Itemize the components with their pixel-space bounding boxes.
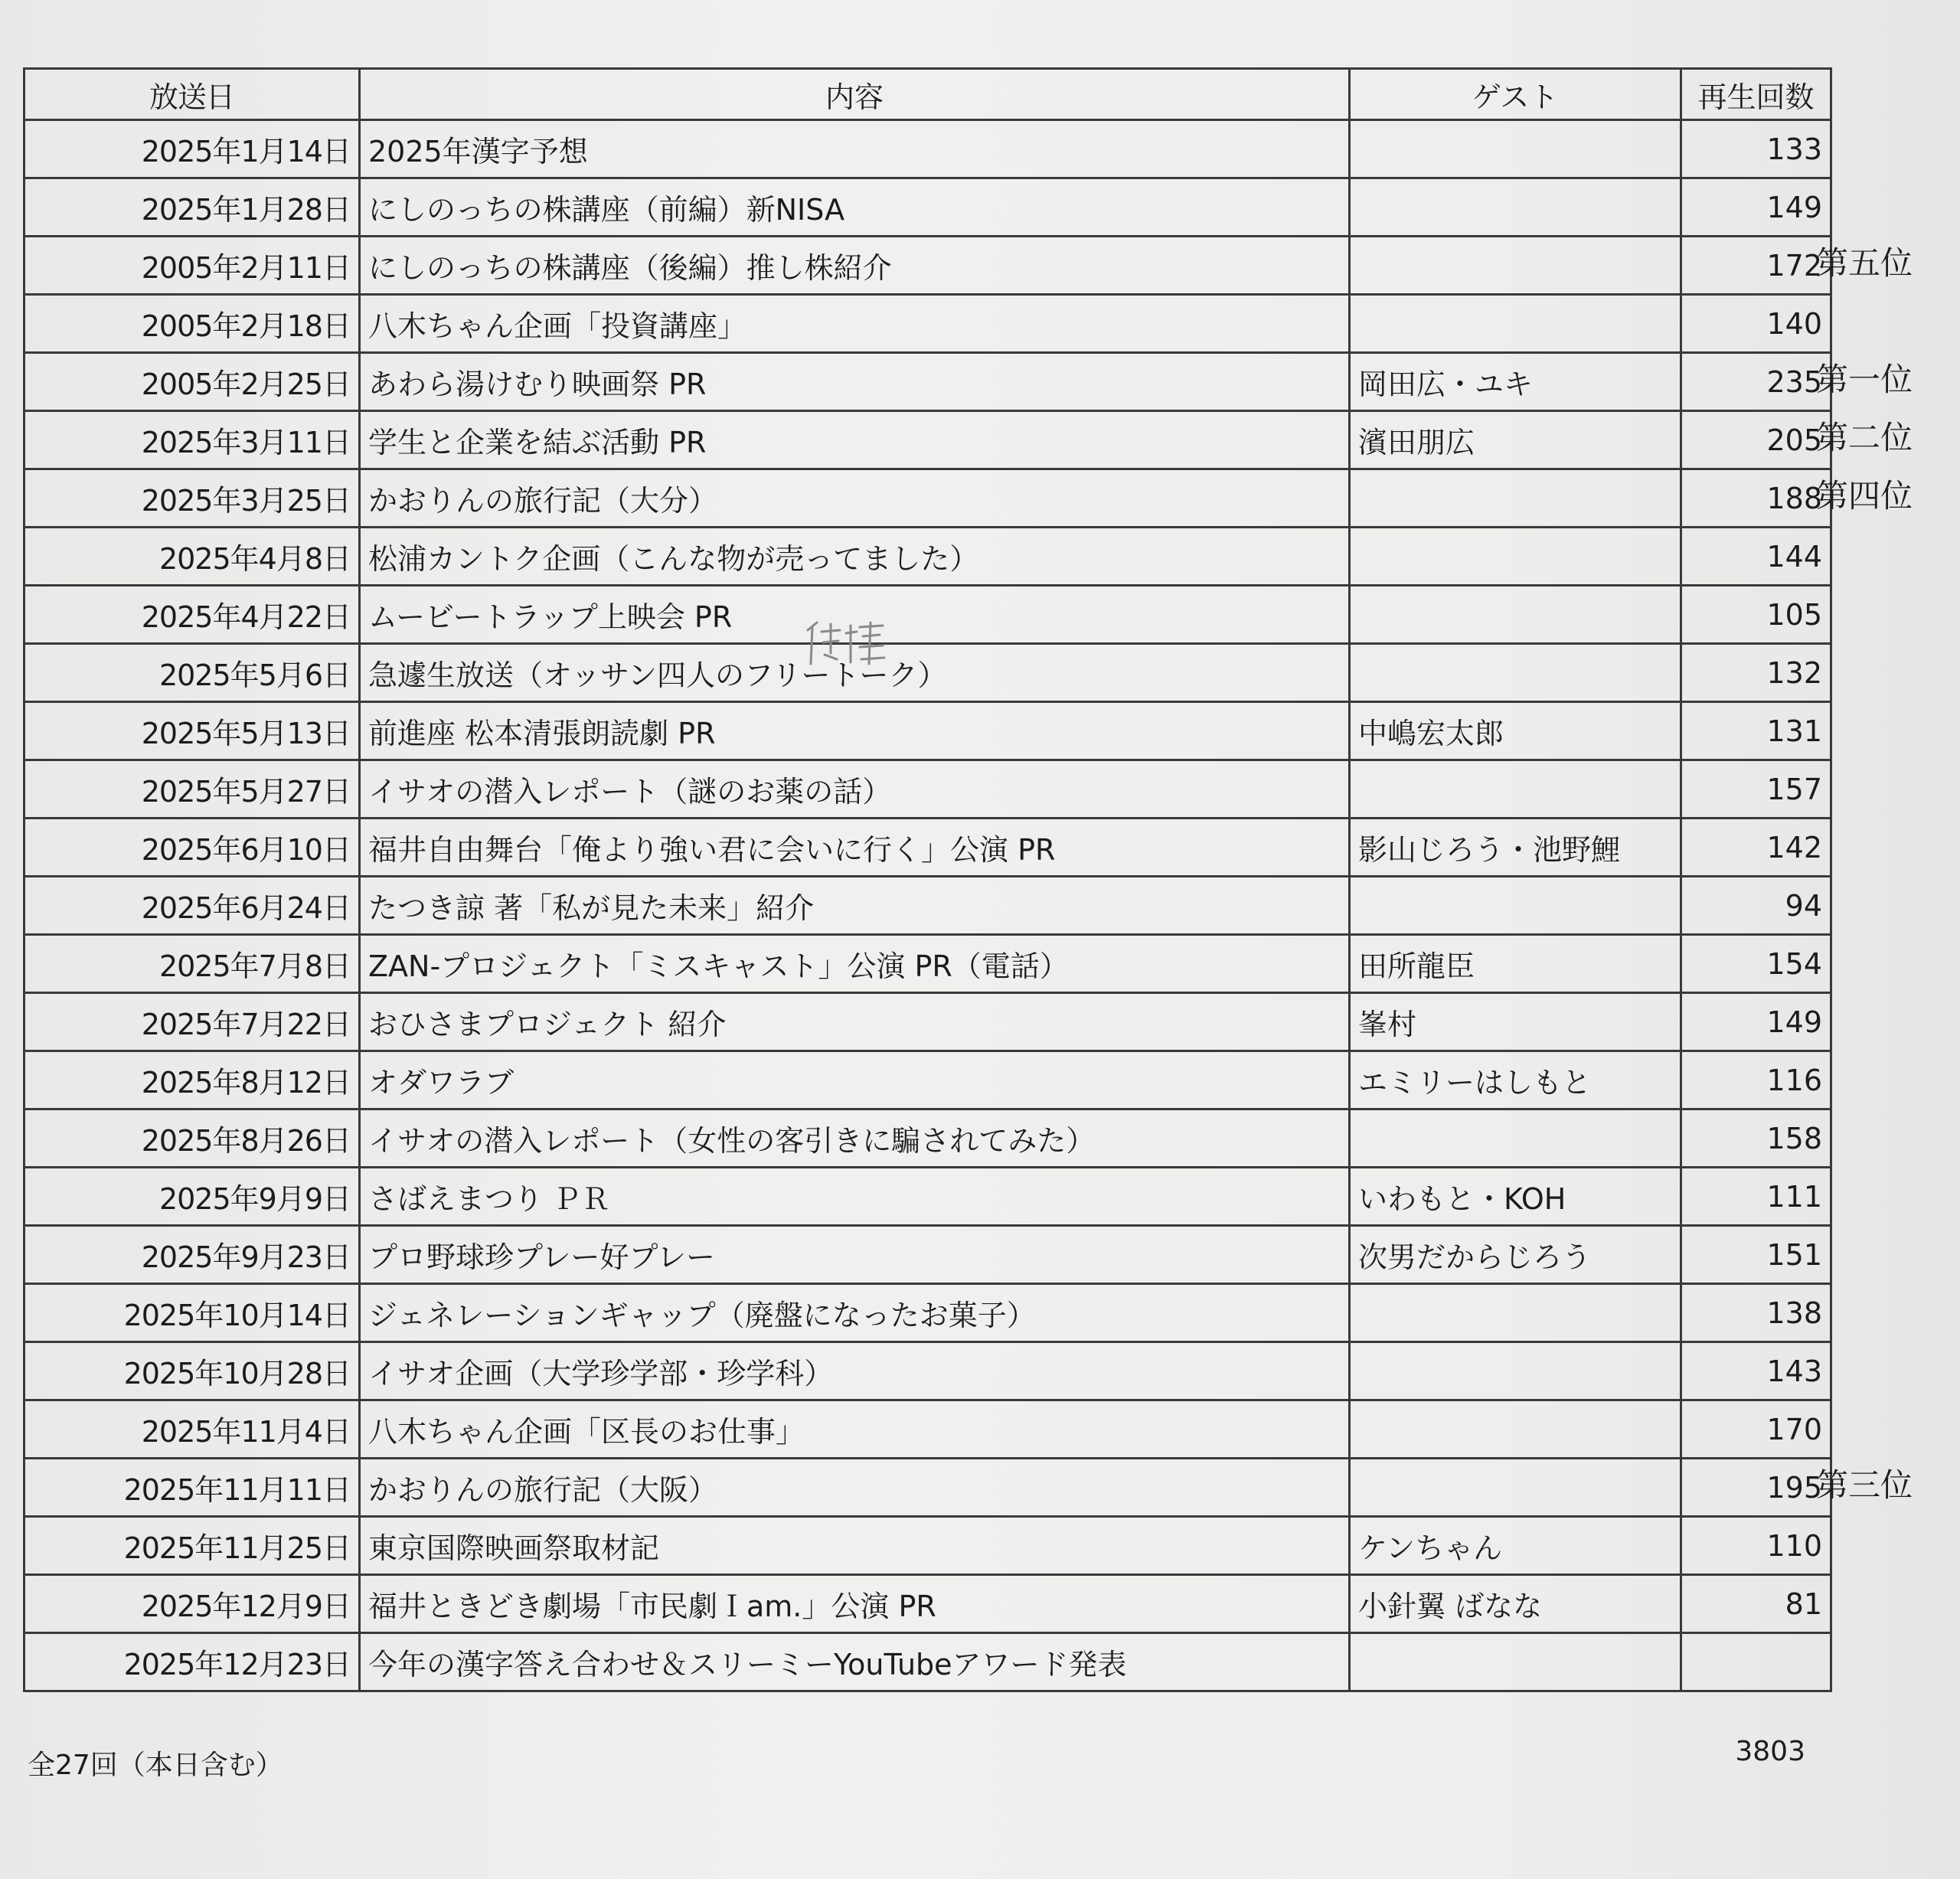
ranking-label: 第二位 [1816, 419, 1913, 456]
cell-plays: 143 [1681, 1342, 1831, 1400]
cell-content: かおりんの旅行記（大阪） [360, 1459, 1350, 1517]
table-row [24, 993, 1831, 1051]
cell-guest: 小針翼 ばなな [1350, 1575, 1681, 1633]
cell-plays: 138 [1681, 1284, 1831, 1342]
cell-guest [1350, 1459, 1681, 1517]
cell-content: 福井自由舞台「俺より強い君に会いに行く」公演 PR [360, 819, 1350, 877]
cell-guest [1350, 877, 1681, 935]
cell-plays: 142 [1681, 819, 1831, 877]
total-plays: 3803 [1735, 1736, 1805, 1767]
cell-content: 急遽生放送（オッサン四人のフリートーク） [360, 644, 1350, 702]
cell-plays: 133 [1681, 120, 1831, 178]
cell-guest [1350, 644, 1681, 702]
cell-content: イサオの潜入レポート（女性の客引きに騙されてみた） [360, 1109, 1350, 1168]
ranking-label: 第一位 [1816, 361, 1913, 398]
cell-date: 2025年12月23日 [24, 1633, 360, 1691]
cell-content: 学生と企業を結ぶ活動 PR [360, 411, 1350, 469]
table-row [24, 1633, 1831, 1691]
table-row [24, 178, 1831, 237]
episode-count: 全27回（本日含む） [28, 1750, 283, 1781]
cell-content: あわら湯けむり映画祭 PR [360, 353, 1350, 411]
table-row [24, 1575, 1831, 1633]
cell-guest [1350, 469, 1681, 528]
table-row [24, 1459, 1831, 1517]
cell-content: オダワラブ [360, 1051, 1350, 1109]
cell-date: 2005年2月18日 [24, 295, 360, 353]
cell-date: 2025年7月8日 [24, 935, 360, 993]
cell-date: 2025年5月6日 [24, 644, 360, 702]
cell-date: 2025年5月27日 [24, 760, 360, 819]
cell-guest [1350, 237, 1681, 295]
cell-plays: 172 [1681, 237, 1831, 295]
cell-content: イサオの潜入レポート（謎のお薬の話） [360, 760, 1350, 819]
cell-plays: 131 [1681, 702, 1831, 760]
cell-content: 松浦カントク企画（こんな物が売ってました） [360, 528, 1350, 586]
cell-plays: 132 [1681, 644, 1831, 702]
table-row [24, 528, 1831, 586]
cell-date: 2025年9月9日 [24, 1168, 360, 1226]
table-row [24, 411, 1831, 469]
cell-date: 2025年5月13日 [24, 702, 360, 760]
cell-content: にしのっちの株講座（前編）新NISA [360, 178, 1350, 237]
cell-guest [1350, 528, 1681, 586]
cell-date: 2025年6月24日 [24, 877, 360, 935]
cell-content: 福井ときどき劇場「市民劇Ｉam.」公演 PR [360, 1575, 1350, 1633]
cell-guest [1350, 1342, 1681, 1400]
table-row [24, 819, 1831, 877]
cell-date: 2025年10月14日 [24, 1284, 360, 1342]
cell-content: 東京国際映画祭取材記 [360, 1517, 1350, 1575]
cell-guest [1350, 760, 1681, 819]
cell-date: 2025年3月25日 [24, 469, 360, 528]
table-row [24, 644, 1831, 702]
cell-date: 2005年2月25日 [24, 353, 360, 411]
cell-plays: 235 [1681, 353, 1831, 411]
cell-date: 2025年11月25日 [24, 1517, 360, 1575]
cell-guest [1350, 1400, 1681, 1459]
table-row [24, 877, 1831, 935]
broadcast-log-table [23, 67, 1832, 1692]
ranking-label: 第四位 [1816, 477, 1913, 515]
cell-date: 2025年8月26日 [24, 1109, 360, 1168]
cell-guest [1350, 295, 1681, 353]
cell-plays: 94 [1681, 877, 1831, 935]
cell-content: たつき諒 著「私が見た未来」紹介 [360, 877, 1350, 935]
ranking-label: 第三位 [1816, 1466, 1913, 1504]
cell-guest: 濱田朋広 [1350, 411, 1681, 469]
cell-content: ジェネレーションギャップ（廃盤になったお菓子） [360, 1284, 1350, 1342]
cell-guest [1350, 1633, 1681, 1691]
cell-date: 2025年4月22日 [24, 586, 360, 644]
cell-date: 2005年2月11日 [24, 237, 360, 295]
cell-date: 2025年7月22日 [24, 993, 360, 1051]
cell-plays: 81 [1681, 1575, 1831, 1633]
cell-date: 2025年1月28日 [24, 178, 360, 237]
cell-guest: 中嶋宏太郎 [1350, 702, 1681, 760]
cell-plays: 158 [1681, 1109, 1831, 1168]
table-row [24, 702, 1831, 760]
table-row [24, 1168, 1831, 1226]
cell-content: プロ野球珍プレー好プレー [360, 1226, 1350, 1284]
cell-plays [1681, 1633, 1831, 1691]
cell-content: 今年の漢字答え合わせ＆スリーミーYouTubeアワード発表 [360, 1633, 1350, 1691]
cell-date: 2025年1月14日 [24, 120, 360, 178]
cell-content: かおりんの旅行記（大分） [360, 469, 1350, 528]
cell-plays: 144 [1681, 528, 1831, 586]
header-plays: 再生回数 [1681, 69, 1831, 120]
ranking-label: 第五位 [1816, 244, 1913, 282]
cell-date: 2025年11月11日 [24, 1459, 360, 1517]
cell-date: 2025年3月11日 [24, 411, 360, 469]
cell-content: おひさまプロジェクト 紹介 [360, 993, 1350, 1051]
table-row [24, 1226, 1831, 1284]
cell-guest: ケンちゃん [1350, 1517, 1681, 1575]
header-date: 放送日 [24, 69, 360, 120]
table-row [24, 935, 1831, 993]
cell-guest [1350, 586, 1681, 644]
table-row [24, 1400, 1831, 1459]
table-row [24, 760, 1831, 819]
cell-guest [1350, 1284, 1681, 1342]
table-row [24, 1517, 1831, 1575]
cell-date: 2025年4月8日 [24, 528, 360, 586]
cell-plays: 205 [1681, 411, 1831, 469]
cell-plays: 170 [1681, 1400, 1831, 1459]
cell-guest: 峯村 [1350, 993, 1681, 1051]
cell-guest [1350, 1109, 1681, 1168]
header-content: 内容 [360, 69, 1350, 120]
cell-plays: 188 [1681, 469, 1831, 528]
table-row [24, 469, 1831, 528]
cell-content: 八木ちゃん企画「投資講座」 [360, 295, 1350, 353]
cell-plays: 116 [1681, 1051, 1831, 1109]
cell-date: 2025年9月23日 [24, 1226, 360, 1284]
cell-plays: 151 [1681, 1226, 1831, 1284]
cell-content: にしのっちの株講座（後編）推し株紹介 [360, 237, 1350, 295]
cell-date: 2025年11月4日 [24, 1400, 360, 1459]
cell-date: 2025年8月12日 [24, 1051, 360, 1109]
cell-guest: エミリーはしもと [1350, 1051, 1681, 1109]
cell-plays: 105 [1681, 586, 1831, 644]
cell-plays: 149 [1681, 993, 1831, 1051]
cell-content: さばえまつり ＰＲ [360, 1168, 1350, 1226]
cell-guest: 影山じろう・池野鯉 [1350, 819, 1681, 877]
cell-content: ムービートラップ上映会 PR [360, 586, 1350, 644]
table-row [24, 237, 1831, 295]
cell-plays: 149 [1681, 178, 1831, 237]
cell-content: 八木ちゃん企画「区長のお仕事」 [360, 1400, 1350, 1459]
cell-plays: 110 [1681, 1517, 1831, 1575]
table-row [24, 1051, 1831, 1109]
cell-plays: 111 [1681, 1168, 1831, 1226]
table-row [24, 1109, 1831, 1168]
header-guest: ゲスト [1350, 69, 1681, 120]
table-body [24, 120, 1831, 1691]
header-row [24, 69, 1831, 120]
cell-date: 2025年10月28日 [24, 1342, 360, 1400]
cell-guest: 田所龍臣 [1350, 935, 1681, 993]
cell-guest: 岡田広・ユキ [1350, 353, 1681, 411]
cell-guest [1350, 178, 1681, 237]
table-row [24, 353, 1831, 411]
cell-content: 前進座 松本清張朗読劇 PR [360, 702, 1350, 760]
table-row [24, 120, 1831, 178]
cell-content: イサオ企画（大学珍学部・珍学科） [360, 1342, 1350, 1400]
table-row [24, 586, 1831, 644]
cell-content: ZAN-プロジェクト「ミスキャスト」公演 PR（電話） [360, 935, 1350, 993]
cell-plays: 140 [1681, 295, 1831, 353]
cell-plays: 157 [1681, 760, 1831, 819]
cell-guest: 次男だからじろう [1350, 1226, 1681, 1284]
cell-guest [1350, 120, 1681, 178]
table-row [24, 1284, 1831, 1342]
cell-plays: 195 [1681, 1459, 1831, 1517]
cell-date: 2025年12月9日 [24, 1575, 360, 1633]
cell-guest: いわもと・KOH [1350, 1168, 1681, 1226]
cell-plays: 154 [1681, 935, 1831, 993]
handwritten-signature [800, 616, 892, 670]
cell-content: 2025年漢字予想 [360, 120, 1350, 178]
table-row [24, 295, 1831, 353]
table-row [24, 1342, 1831, 1400]
cell-date: 2025年6月10日 [24, 819, 360, 877]
